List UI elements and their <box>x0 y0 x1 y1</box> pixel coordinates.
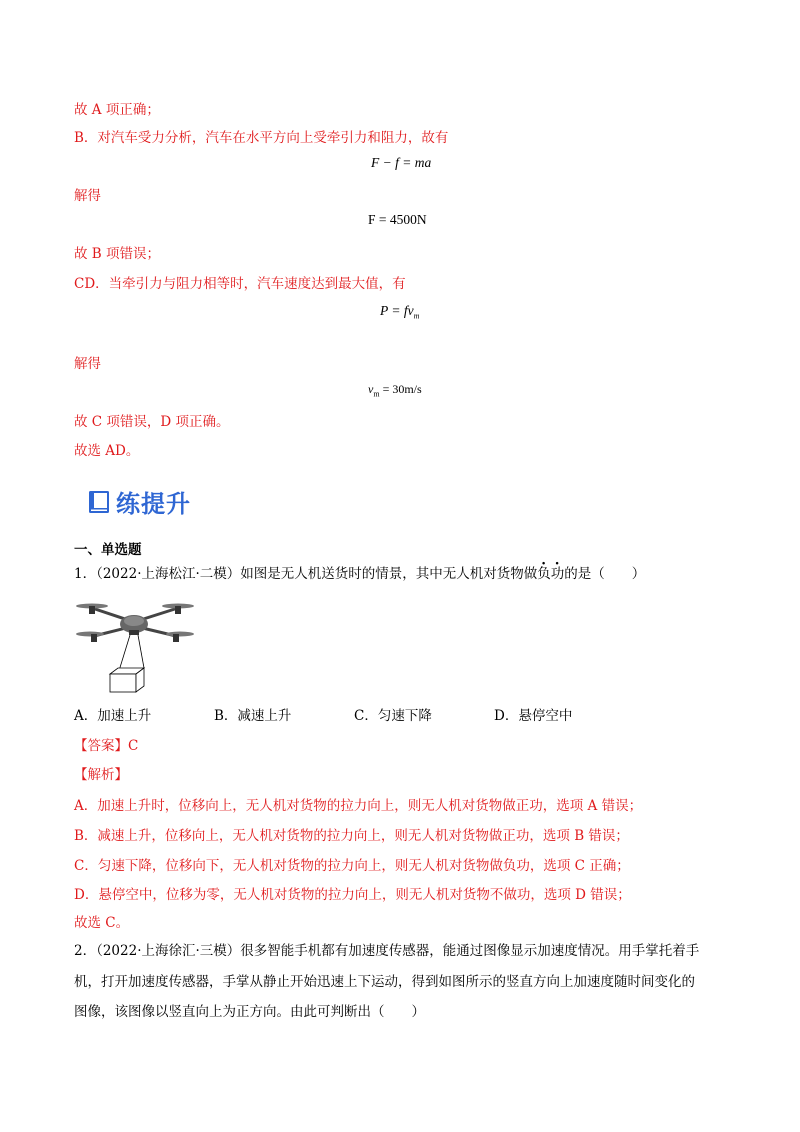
q1-stem: 1．（2022·上海松江·二模）如图是无人机送货时的情景，其中无人机对货物做负功的是（ ） <box>74 566 646 582</box>
q1-option-c[interactable]: C．匀速下降 <box>354 708 432 724</box>
q2-line-1: 2．（2022·上海徐汇·三模）很多智能手机都有加速度传感器，能通过图像显示加速度情况。用手掌托着手 <box>74 943 700 959</box>
q1-analysis-a: A．加速上升时，位移向上，无人机对货物的拉力向上，则无人机对货物做正功，选项 A 错误； <box>74 798 643 814</box>
q1-option-a[interactable]: A．加速上升 <box>74 708 152 724</box>
q1-analysis-d: D．悬停空中，位移为零，无人机对货物的拉力向上，则无人机对货物不做功，选项 D 错误； <box>74 887 631 903</box>
solution-line-a: 故 A 项正确； <box>74 102 160 118</box>
equation-power: $P = fv_m$ <box>380 303 420 321</box>
q1-analysis-b: B．减速上升，位移向上，无人机对货物的拉力向上，则无人机对货物做正功，选项 B 错误； <box>74 828 629 844</box>
solution-line-cd-end: 故 C 项错误，D 项正确。 <box>74 414 230 430</box>
q2-line-2: 机，打开加速度传感器，手掌从静止开始迅速上下运动，得到如图所示的竖直方向上加速度随时间变化的 <box>74 974 695 990</box>
book-icon <box>88 490 110 514</box>
equation-force: F = 4500N <box>368 212 427 227</box>
q1-answer: 【答案】C <box>74 738 139 754</box>
equation-newton: F − f = ma <box>371 155 432 170</box>
q1-analysis-label: 【解析】 <box>74 767 128 783</box>
equation-max-speed: $v_m = 30m/s$ <box>368 382 422 399</box>
q2-line-3: 图像，该图像以竖直向上为正方向。由此可判断出（ ） <box>74 1004 425 1020</box>
section-title: 练提升 <box>116 490 191 518</box>
q1-analysis-choose: 故选 C。 <box>74 915 130 931</box>
solution-jiede-1: 解得 <box>74 188 101 204</box>
solution-jiede-2: 解得 <box>74 356 101 372</box>
q1-option-b[interactable]: B．减速上升 <box>214 708 292 724</box>
solution-line-b: B．对汽车受力分析，汽车在水平方向上受牵引力和阻力，故有 <box>74 130 449 146</box>
solution-line-b-end: 故 B 项错误； <box>74 246 161 262</box>
q1-analysis-c: C．匀速下降，位移向下，无人机对货物的拉力向上，则无人机对货物做负功，选项 C 正确； <box>74 858 630 874</box>
category-label: 一、单选题 <box>74 542 142 558</box>
q1-option-d[interactable]: D．悬停空中 <box>494 708 573 724</box>
solution-line-cd: CD．当牵引力与阻力相等时，汽车速度达到最大值，有 <box>74 276 406 292</box>
q1-options <box>74 706 634 726</box>
solution-choose: 故选 AD。 <box>74 443 140 459</box>
drone-delivery-illustration <box>74 594 196 694</box>
section-heading <box>88 484 191 519</box>
